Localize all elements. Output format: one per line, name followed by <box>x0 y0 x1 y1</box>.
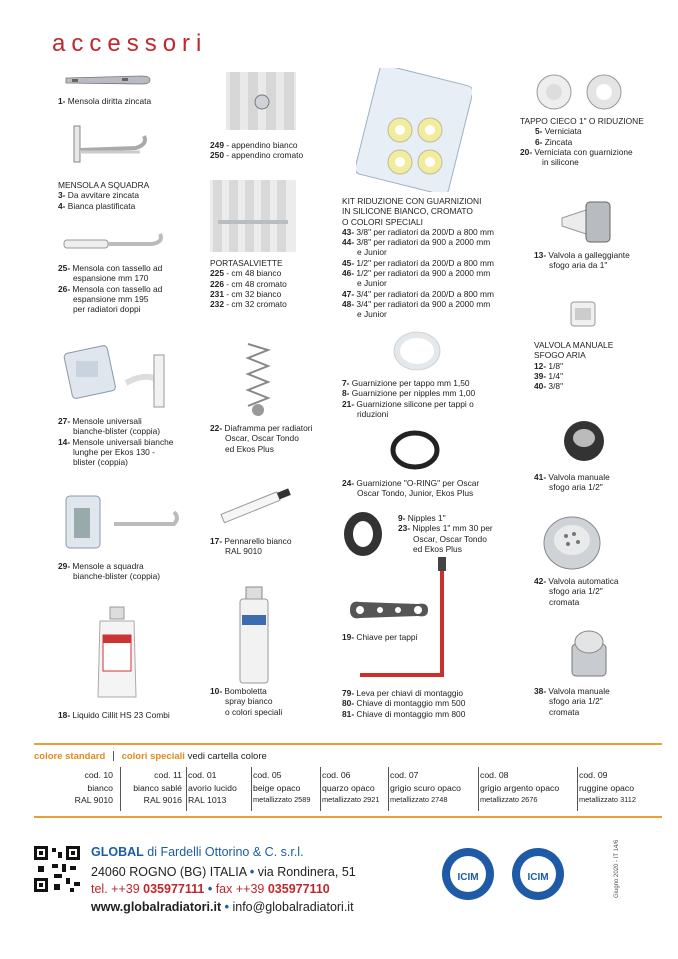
mounting-key-lever-image <box>346 555 456 685</box>
hook-caption: 249 - appendino bianco 250 - appendino cromato <box>210 140 304 161</box>
swatch-cell: cod. 06 quarzo opaco metallizzato 2921 <box>322 770 380 804</box>
edition-note: Giugno 2020 - IT 14/6 <box>614 839 620 898</box>
cillit-bottle-image <box>92 605 142 701</box>
towel-rail-caption: PORTASALVIETTE 225 - cm 48 bianco 226 - cm 48 cromato 231 - cm 32 bianco 232 - cm 32 cromato <box>210 258 287 310</box>
manual-vent-41-caption: 41- Valvola manuale sfogo aria 1/2" <box>534 472 610 493</box>
icim-cert-logo-icon <box>510 846 566 902</box>
square-bracket-caption: MENSOLA A SQUADRA 3- Da avvitare zincata 4- Bianca plastificata <box>58 180 150 211</box>
manual-vent-valve-image <box>560 418 608 464</box>
flat-bracket-image <box>62 70 154 90</box>
blind-plug-caption: TAPPO CIECO 1" O RIDUZIONE 5- Verniciata 6- Zincata 20- Verniciata con guarnizione in silicone <box>520 116 644 168</box>
float-valve-caption: 13- Valvola a galleggiante sfogo aria da 1" <box>534 250 630 271</box>
phone-line: tel. ++39 035977111 • fax ++39 035977110 <box>91 882 330 896</box>
towel-rail-image <box>210 180 296 252</box>
diaphragm-caption: 22- Diaframma per radiatori Oscar, Oscar Tondo ed Ekos Plus <box>210 423 313 454</box>
manual-vent-caption: VALVOLA MANUALE SFOGO ARIA 12- 1/8" 39- 1/4" 40- 3/8" <box>534 340 614 392</box>
swatch-cell: cod. 05 beige opaco metallizzato 2589 <box>253 770 311 804</box>
icim-cert-logo-icon <box>440 846 496 902</box>
cillit-caption: 18- Liquido Cillit HS 23 Combi <box>58 710 170 720</box>
mounting-key-caption: 79- Leva per chiavi di montaggio 80- Chiave di montaggio mm 500 81- Chiave di montaggio mm 800 <box>342 688 466 719</box>
manual-vent-image <box>565 296 601 332</box>
plug-key-caption: 19- Chiave per tappi <box>342 632 418 642</box>
swatch-cell: cod. 11 bianco sablé RAL 9016 <box>133 770 182 805</box>
svg-text:ICIM: ICIM <box>527 872 549 883</box>
nipple-caption: 9- Nipples 1" 23- Nipples 1" mm 30 per Oscar, Oscar Tondo ed Ekos Plus <box>398 513 493 554</box>
website-link[interactable]: www.globalradiatori.it <box>91 900 222 914</box>
bottom-orange-rule <box>34 816 662 818</box>
swatch-cell: cod. 07 grigio scuro opaco metallizzato 2748 <box>390 770 461 804</box>
hook-image <box>226 72 296 130</box>
color-header: colore standard colori speciali vedi cartella colore <box>34 751 267 762</box>
spray-can-image <box>234 585 274 685</box>
automatic-vent-caption: 42- Valvola automatica sfogo aria 1/2" cromata <box>534 576 619 607</box>
anchor-bracket-caption: 25- Mensola con tassello ad espansione mm 170 26- Mensola con tassello ad espansione mm 195 per radiatori doppi <box>58 263 163 315</box>
reduction-kit-image <box>356 68 472 192</box>
swatch-cell: cod. 10 bianco RAL 9010 <box>74 770 113 805</box>
square-blister-caption: 29- Mensole a squadra bianche-blister (coppia) <box>58 561 161 582</box>
marker-caption: 17- Pennarello bianco RAL 9010 <box>210 536 292 557</box>
page-title: accessori <box>52 30 208 57</box>
square-bracket-blister-image <box>62 494 182 554</box>
item-1-caption: 1- Mensola diritta zincata <box>58 96 152 106</box>
qr-code-icon <box>34 846 80 892</box>
o-ring-image <box>388 428 442 472</box>
spring-diaphragm-image <box>238 340 278 416</box>
square-bracket-image <box>66 122 156 172</box>
chrome-vent-caption: 38- Valvola manuale sfogo aria 1/2" cromata <box>534 686 610 717</box>
swatch-cell: cod. 09 ruggine opaco metallizzato 3112 <box>579 770 636 804</box>
universal-bracket-caption: 27- Mensole universali bianche-blister (coppia) 14- Mensole universali bianche lunghe per Ekos 130 - blister (coppia) <box>58 416 174 468</box>
email-link[interactable]: info@globalradiatori.it <box>232 900 354 914</box>
gasket-caption: 7- Guarnizione per tappo mm 1,50 8- Guarnizione per nipples mm 1,00 21- Guarnizione silicone per tappi o riduzioni <box>342 378 476 419</box>
top-orange-rule <box>34 743 662 745</box>
swatch-cell: cod. 08 grigio argento opaco metallizzato 2676 <box>480 770 560 804</box>
automatic-vent-image <box>540 514 604 572</box>
reduction-kit-caption: KIT RIDUZIONE CON GUARNIZIONI IN SILICONE BIANCO, CROMATO O COLORI SPECIALI 43- 3/8" per radiatori da 200/D a 800 mm 44- 3/8" per radiatori da 900 a 2000 mm e Junior 45- 1/2" per radiatori da 200/D a 800 mm 46- 1/2" per radiatori da 900 a 2000 mm e Junior 47- 3/4" per radiatori da 200/D a 800 mm 48- 3/4" per radiatori da 900 a 2000 mm e Junior <box>342 196 494 320</box>
blind-plug-image <box>534 72 630 112</box>
address-line: 24060 ROGNO (BG) ITALIA • via Rondinera, 51 <box>91 865 356 879</box>
chrome-manual-vent-image <box>564 628 614 680</box>
float-valve-image <box>556 192 616 250</box>
web-line: www.globalradiatori.it • info@globalradiatori.it <box>91 900 354 914</box>
anchor-bracket-image <box>60 230 170 258</box>
white-marker-image <box>210 485 300 525</box>
nipple-image <box>340 508 386 560</box>
gasket-image <box>392 330 442 372</box>
spray-caption: 10- Bomboletta spray bianco o colori speciali <box>210 686 283 717</box>
company-line: GLOBAL di Fardelli Ottorino & C. s.r.l. <box>91 845 304 859</box>
universal-bracket-blister-image <box>62 345 182 415</box>
o-ring-caption: 24- Guarnizione "O-RING" per Oscar Oscar Tondo, Junior, Ekos Plus <box>342 478 480 499</box>
swatch-cell: cod. 01 avorio lucido RAL 1013 <box>188 770 237 805</box>
svg-text:ICIM: ICIM <box>457 872 479 883</box>
